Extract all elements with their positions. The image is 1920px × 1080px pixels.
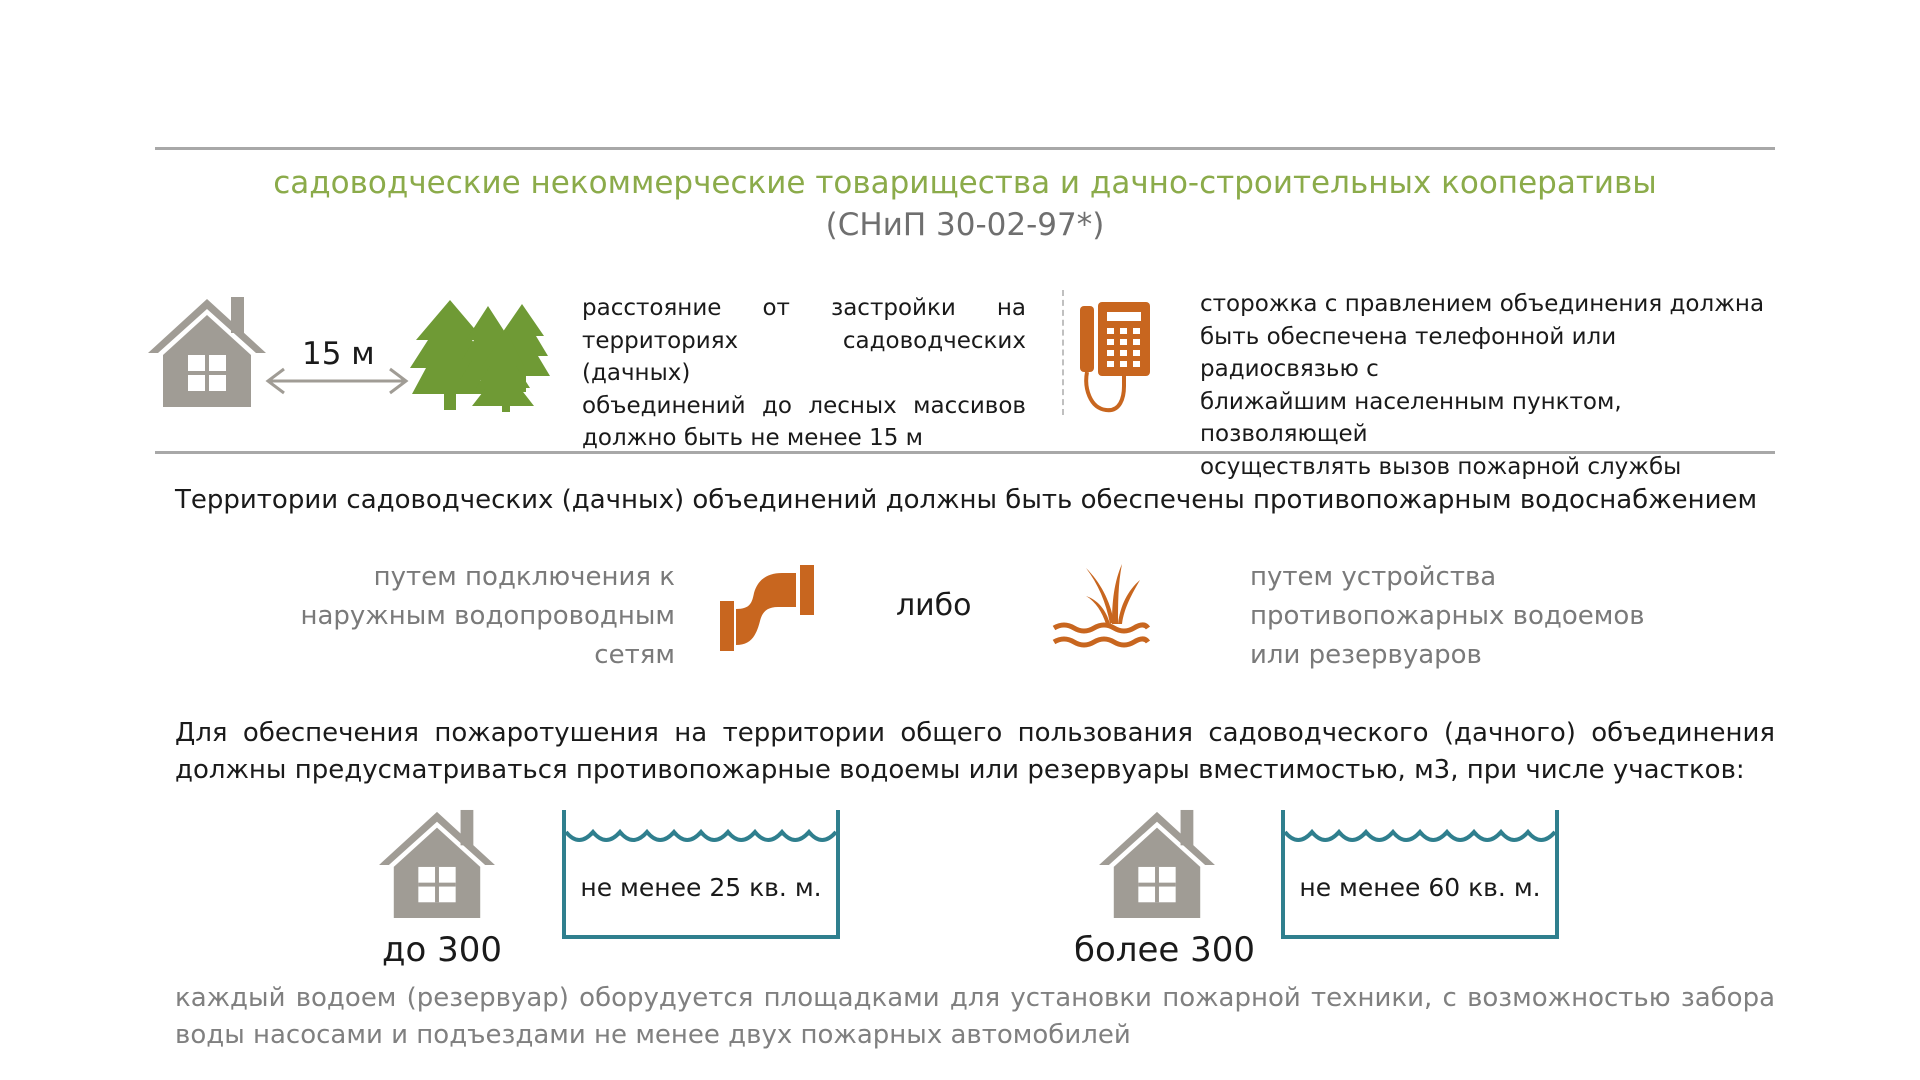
option-b-line: противопожарных водоемов xyxy=(1250,601,1645,631)
or-label: либо xyxy=(896,588,972,623)
option-a-text xyxy=(270,558,675,675)
footer-note-line: воды насосами и подъездами не менее двух пожарных автомобилей xyxy=(175,1020,1131,1050)
tank-capacity-small: не менее 25 кв. м. xyxy=(580,873,822,902)
footer-note-line: каждый водоем (резервуар) оборудуется площадками для установки пожарной техники, с возможностью забора xyxy=(175,983,1775,1013)
count-up-to-300: до 300 xyxy=(382,930,503,970)
title-norm: (СНиП 30-02-97*) xyxy=(825,207,1105,243)
middle-divider xyxy=(155,451,1775,454)
distance-text-line: расстояние от застройки на xyxy=(582,295,1026,321)
option-a-line: путем подключения к xyxy=(373,562,675,592)
count-over-300: более 300 xyxy=(1074,930,1256,970)
distance-text-line: объединений до лесных массивов xyxy=(582,392,1026,419)
phone-text-line: быть обеспечена телефонной или радиосвязью с xyxy=(1200,323,1617,382)
reeds-water-icon xyxy=(1050,562,1150,654)
distance-text xyxy=(582,292,1026,455)
distance-text-line: территориях садоводческих (дачных) xyxy=(582,327,1026,386)
phone-text-line: осуществлять вызов пожарной службы xyxy=(1200,453,1682,480)
reservoirs-heading xyxy=(175,715,1775,789)
option-b-line: путем устройства xyxy=(1250,562,1497,592)
column-separator xyxy=(1062,290,1064,415)
forest-icon xyxy=(410,296,556,412)
pipe-icon xyxy=(720,565,816,651)
phone-text-line: сторожка с правлением объединения должна xyxy=(1200,291,1765,317)
top-divider xyxy=(155,147,1775,150)
option-b-line: или резервуаров xyxy=(1250,640,1482,670)
title-line: садоводческие некоммерческие товарищества и дачно-строительных кооперативы xyxy=(273,165,1657,201)
reservoirs-heading-line: Для обеспечения пожаротушения на территории общего пользования садоводческого (дачного) объединения xyxy=(175,718,1775,748)
distance-label: 15 м xyxy=(302,336,375,372)
option-a-line: сетям xyxy=(594,640,675,670)
reservoirs-heading-line: должны предусматриваться противопожарные водоемы или резервуары вместимостью, м3, при числе участков: xyxy=(175,755,1745,785)
house-icon xyxy=(148,295,266,407)
option-a-line: наружным водопроводным xyxy=(300,601,675,631)
phone-text-line: ближайшим населенным пунктом, позволяющей xyxy=(1200,388,1622,447)
footer-note xyxy=(175,980,1775,1054)
tank-capacity-large: не менее 60 кв. м. xyxy=(1299,873,1541,902)
page-title xyxy=(155,162,1775,246)
water-supply-heading: Территории садоводческих (дачных) объединений должны быть обеспечены противопожарным водоснабжением xyxy=(175,485,1758,515)
house-icon xyxy=(1098,808,1216,918)
house-icon xyxy=(378,808,496,918)
phone-icon xyxy=(1080,302,1152,414)
option-b-text xyxy=(1250,558,1710,675)
distance-text-line: должно быть не менее 15 м xyxy=(582,425,924,451)
